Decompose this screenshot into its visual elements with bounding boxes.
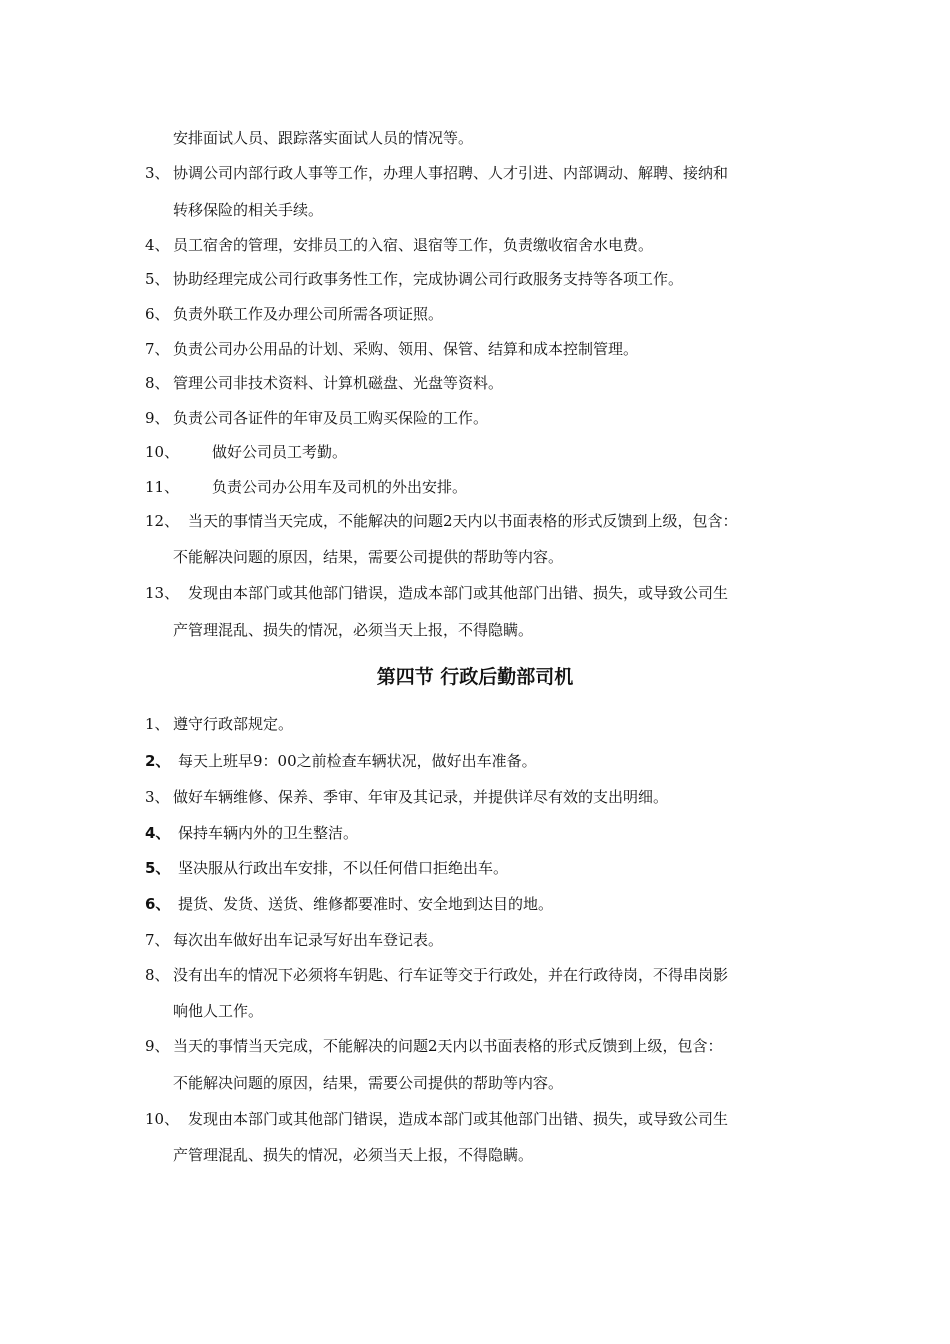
list-number: 6、 [145,895,171,913]
list-item-text: 当天的事情当天完成，不能解决的问题2天内以书面表格的形式反馈到上级，包含： [173,1037,723,1055]
list-number: 7、 [145,931,170,949]
list-item-text: 发现由本部门或其他部门错误，造成本部门或其他部门出错、损失，或导致公司生 [188,1110,729,1128]
list-number: 12、 [145,512,180,530]
list-number: 5、 [145,270,170,288]
list-number: 13、 [145,584,180,602]
list-number: 6、 [145,305,170,323]
list-item-text: 安排面试人员、跟踪落实面试人员的情况等。 [173,129,474,147]
list-item-text: 产管理混乱、损失的情况，必须当天上报，不得隐瞒。 [173,1146,534,1164]
list-number: 11、 [145,478,180,496]
list-item-text: 当天的事情当天完成，不能解决的问题2天内以书面表格的形式反馈到上级，包含： [188,512,738,530]
list-number: 9、 [145,409,170,427]
list-number: 1、 [145,715,170,733]
list-item-text: 保持车辆内外的卫生整洁。 [178,824,359,842]
list-item-text: 不能解决问题的原因，结果，需要公司提供的帮助等内容。 [173,548,564,566]
list-number: 8、 [145,966,170,984]
list-item-text: 提货、发货、送货、维修都要准时、安全地到达目的地。 [178,895,554,913]
list-item-text: 协助经理完成公司行政事务性工作，完成协调公司行政服务支持等各项工作。 [173,270,684,288]
list-item-text: 产管理混乱、损失的情况，必须当天上报，不得隐瞒。 [173,621,534,639]
list-number: 7、 [145,340,170,358]
list-item-text: 不能解决问题的原因，结果，需要公司提供的帮助等内容。 [173,1074,564,1092]
list-number: 3、 [145,788,170,806]
list-item-text: 负责公司办公用车及司机的外出安排。 [212,478,468,496]
list-number: 10、 [145,1110,180,1128]
list-item-text: 转移保险的相关手续。 [173,201,324,219]
list-number: 3、 [145,164,170,182]
list-item-text: 每天上班早9：00之前检查车辆状况，做好出车准备。 [178,752,537,770]
list-number: 10、 [145,443,180,461]
list-number: 4、 [145,236,170,254]
list-number: 9、 [145,1037,170,1055]
list-item-text: 响他人工作。 [173,1002,264,1020]
list-item-text: 负责公司各证件的年审及员工购买保险的工作。 [173,409,489,427]
list-item-text: 每次出车做好出车记录写好出车登记表。 [173,931,444,949]
list-item-text: 没有出车的情况下必须将车钥匙、行车证等交于行政处，并在行政待岗，不得串岗影 [173,966,729,984]
list-item-text: 坚决服从行政出车安排，不以任何借口拒绝出车。 [178,859,509,877]
list-number: 5、 [145,859,171,877]
list-item-text: 负责外联工作及办理公司所需各项证照。 [173,305,444,323]
list-number: 2、 [145,752,171,770]
list-number: 8、 [145,374,170,392]
list-item-text: 负责公司办公用品的计划、采购、领用、保管、结算和成本控制管理。 [173,340,639,358]
list-number: 4、 [145,824,171,842]
section-heading: 第四节 行政后勤部司机 [376,666,574,688]
list-item-text: 员工宿舍的管理，安排员工的入宿、退宿等工作，负责缴收宿舍水电费。 [173,236,654,254]
list-item-text: 遵守行政部规定。 [173,715,294,733]
list-item-text: 发现由本部门或其他部门错误，造成本部门或其他部门出错、损失，或导致公司生 [188,584,729,602]
list-item-text: 做好公司员工考勤。 [212,443,348,461]
list-item-text: 协调公司内部行政人事等工作，办理人事招聘、人才引进、内部调动、解聘、接纳和 [173,164,729,182]
list-item-text: 管理公司非技术资料、计算机磁盘、光盘等资料。 [173,374,504,392]
list-item-text: 做好车辆维修、保养、季审、年审及其记录，并提供详尽有效的支出明细。 [173,788,669,806]
